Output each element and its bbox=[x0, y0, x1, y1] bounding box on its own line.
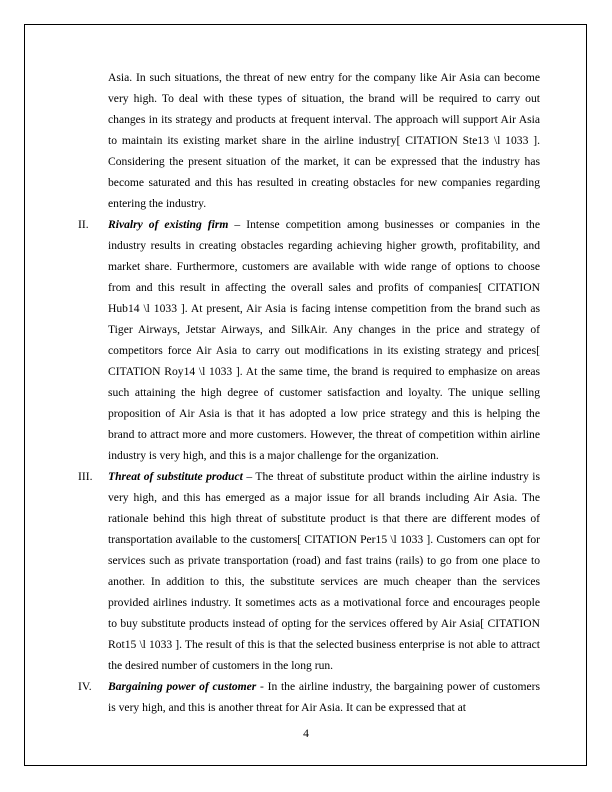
item-body: – Intense competition among businesses or companies in the industry results in creating obstacles regarding achieving higher growth, profitability, and market share. Furthermore, customers are available with wide range of options to choose from and this result in affecting the overall sales and profits of companies[ CITATION Hub14 \l 1033 ]. At present, Air Asia is facing intense competition from the brand such as Tiger Airways, Jetstar Airways, and SilkAir. Any changes in the price and strategy of competitors force Air Asia to carry out modifications in its existing strategy and prices[ CITATION Roy14 \l 1033 ]. At the same time, the brand is required to emphasize on areas such attaining the high degree of customer satisfaction and loyalty. The unique selling proposition of Air Asia is that it has adopted a low price strategy and this is helping the brand to attract more and more customers. However, the threat of competition within airline industry is very high, and this is a major challenge for the organization. bbox=[108, 218, 541, 462]
item-body: – The threat of substitute product within the airline industry is very high, and this has emerged as a major issue for all brands including Air Asia. The rationale behind this high threat of substitute product is that there are different modes of transportation available to the customers[ CITATION Per15 \l 1033 ]. Customers can opt for services such as private transportation (road) and fast trains (rails) to go from one place to another. In addition to this, the substitute services are much cheaper than the services provided airlines industry. It sometimes acts as a motivational force and encourages people to buy substitute products instead of opting for the services offered by Air Asia[ CITATION Rot15 \l 1033 ]. The result of this is that the selected business enterprise is not able to attract the desired number of customers in the long run. bbox=[108, 470, 540, 672]
item-numeral: IV. bbox=[78, 680, 92, 693]
item-title: Rivalry of existing firm bbox=[108, 218, 229, 231]
intro-paragraph: Asia. In such situations, the threat of new entry for the company like Air Asia can become very high. To deal with these types of situation, the brand will be required to carry out changes in its strategy and products at frequent interval. The approach will support Air Asia to maintain its existing market share in the airline industry[ CITATION Ste13 \l 1033 ]. Considering the present situation of the market, it can be expressed that the industry has become saturated and this has resulted in creating obstacles for new companies regarding entering the industry. bbox=[108, 71, 540, 210]
document-body bbox=[78, 67, 541, 718]
item-numeral: III. bbox=[78, 470, 93, 483]
item-body: - In the airline industry, the bargaining power of customers is very high, and this is another threat for Air Asia. It can be expressed that at bbox=[108, 680, 540, 714]
list-item-rivalry bbox=[78, 214, 541, 466]
page-number: 4 bbox=[303, 727, 309, 740]
list-item-bargaining bbox=[78, 676, 540, 718]
item-title: Threat of substitute product bbox=[108, 470, 243, 483]
list-item-substitute bbox=[78, 466, 540, 676]
item-numeral: II. bbox=[78, 218, 89, 231]
item-title: Bargaining power of customer bbox=[108, 680, 257, 693]
